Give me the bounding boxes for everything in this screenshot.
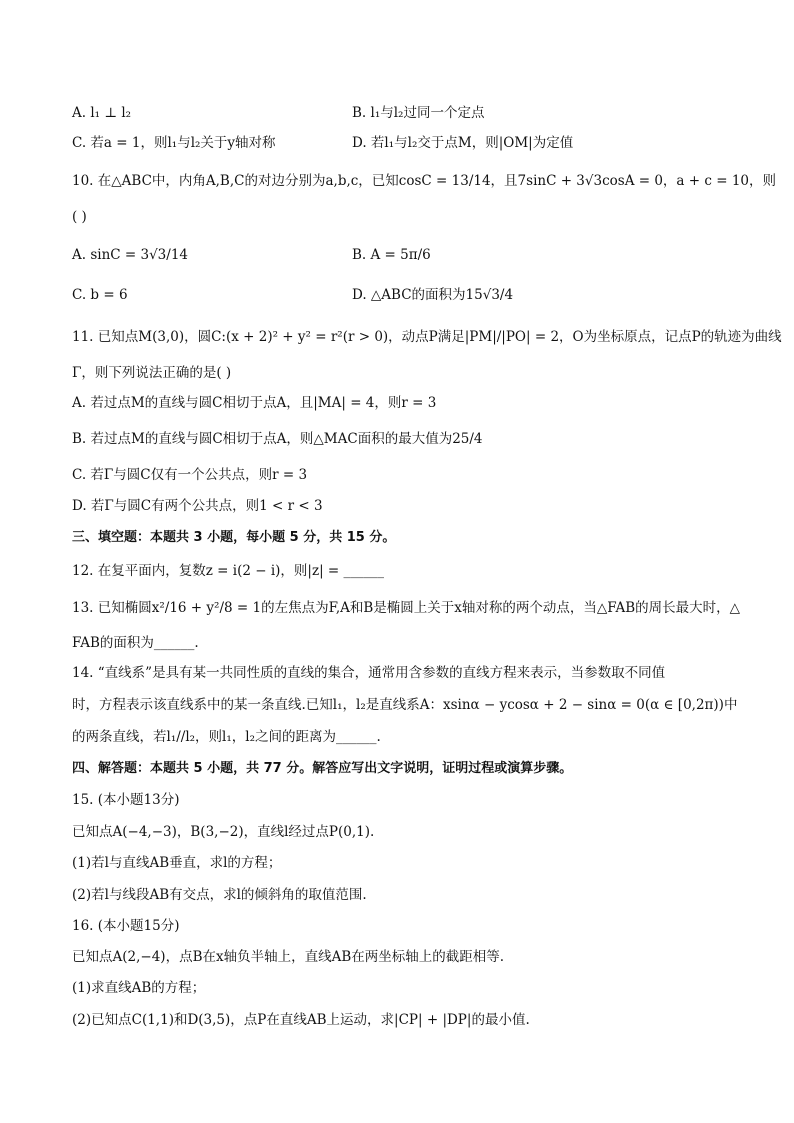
section4-heading: 四、解答题：本题共 5 小题，共 77 分。解答应写出文字说明，证明过程或演算步骤。 (72, 761, 573, 776)
q11-option-d: D. 若Γ与圆C有两个公共点，则1 < r < 3 (72, 498, 323, 514)
q12-stem: 12. 在复平面内，复数z = i(2 − i)，则|z| = ______ (72, 563, 385, 579)
q13-line2: FAB的面积为______. (72, 635, 199, 651)
q10-stem-line2: ( ) (72, 209, 87, 225)
q16-stem: 已知点A(2,−4)，点B在x轴负半轴上，直线AB在两坐标轴上的截距相等. (72, 949, 505, 965)
q9-option-b: B. l₁与l₂过同一个定点 (352, 105, 485, 121)
q9-option-d: D. 若l₁与l₂交于点M，则|OM|为定值 (352, 135, 574, 151)
q9-option-c: C. 若a = 1，则l₁与l₂关于y轴对称 (72, 135, 276, 151)
q10-option-d: D. △ABC的面积为15√3/4 (352, 287, 514, 303)
q15-part1: (1)若l与直线AB垂直，求l的方程； (72, 855, 282, 871)
q14-line1: 14. “直线系”是具有某一共同性质的直线的集合，通常用含参数的直线方程来表示，当参数取不同值 (72, 665, 666, 681)
q10-option-c: C. b = 6 (72, 287, 128, 303)
q14-line2: 时，方程表示该直线系中的某一条直线.已知l₁，l₂是直线系A：xsinα − ycosα + 2 − sinα = 0(α ∈ [0,2π))中 (72, 697, 738, 713)
q15-part2: (2)若l与线段AB有交点，求l的倾斜角的取值范围. (72, 887, 367, 903)
q9-option-a: A. l₁ ⊥ l₂ (72, 105, 132, 121)
q14-line3: 的两条直线，若l₁//l₂，则l₁，l₂之间的距离为______. (72, 729, 381, 745)
q11-option-c: C. 若Γ与圆C仅有一个公共点，则r = 3 (72, 467, 308, 483)
q11-stem-line1: 11. 已知点M(3,0)，圆C:(x + 2)² + y² = r²(r > 0)，动点P满足|PM|/|PO| = 2，O为坐标原点，记点P的轨迹为曲线 (72, 329, 782, 345)
q10-option-b: B. A = 5π/6 (352, 247, 431, 263)
section3-heading: 三、填空题：本题共 3 小题，每小题 5 分，共 15 分。 (72, 530, 396, 545)
q15-title: 15. (本小题13分) (72, 792, 180, 808)
q10-stem-line1: 10. 在△ABC中，内角A,B,C的对边分别为a,b,c，已知cosC = 13/14，且7sinC + 3√3cosA = 0，a + c = 10，则 (72, 173, 777, 189)
q10-option-a: A. sinC = 3√3/14 (72, 247, 189, 263)
q11-stem-line2: Γ，则下列说法正确的是( ) (72, 365, 232, 381)
q15-stem: 已知点A(−4,−3)，B(3,−2)，直线l经过点P(0,1). (72, 824, 375, 840)
q16-part1: (1)求直线AB的方程； (72, 980, 206, 996)
q11-option-b: B. 若过点M的直线与圆C相切于点A，则△MAC面积的最大值为25/4 (72, 431, 483, 447)
q11-option-a: A. 若过点M的直线与圆C相切于点A，且|MA| = 4，则r = 3 (72, 395, 437, 411)
q13-line1: 13. 已知椭圆x²/16 + y²/8 = 1的左焦点为F,A和B是椭圆上关于x轴对称的两个动点，当△FAB的周长最大时，△ (72, 600, 741, 616)
q16-part2: (2)已知点C(1,1)和D(3,5)，点P在直线AB上运动，求|CP| + |DP|的最小值. (72, 1012, 530, 1028)
q16-title: 16. (本小题15分) (72, 918, 180, 934)
